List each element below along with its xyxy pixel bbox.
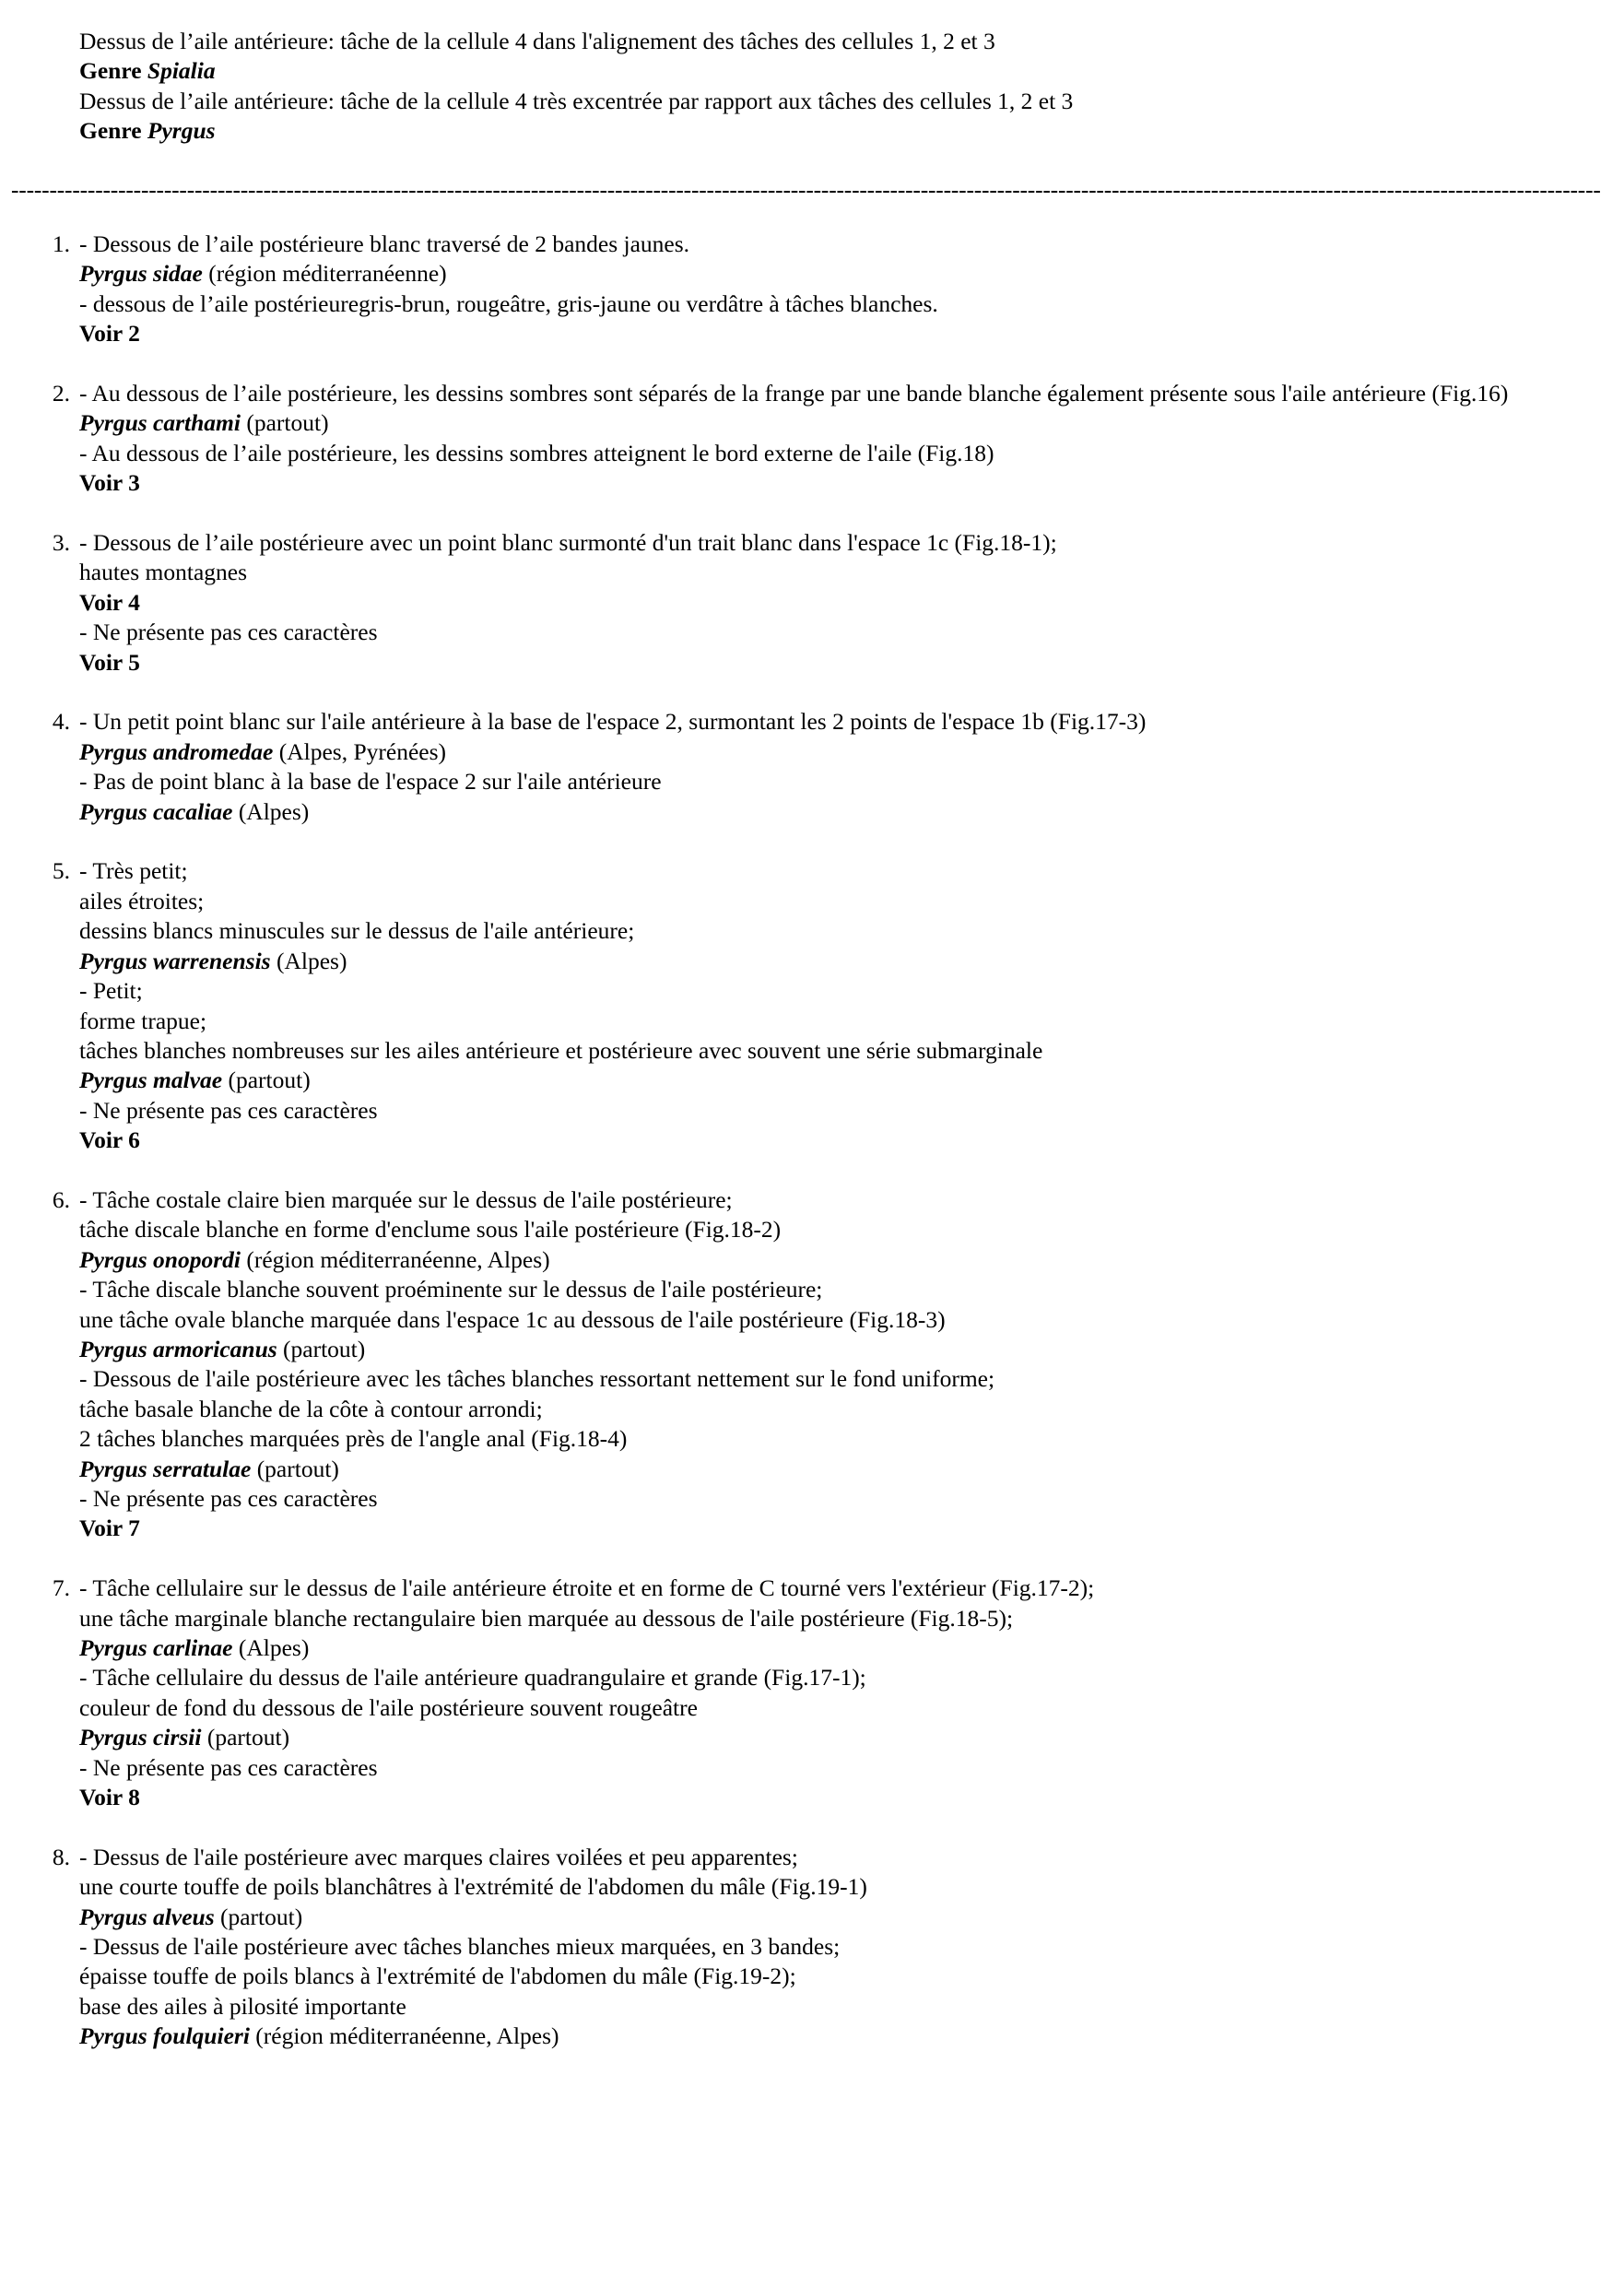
- character-description: une tâche ovale blanche marquée dans l'espace 1c au dessous de l'aile postérieure (Fig.18-3): [79, 1305, 946, 1333]
- couplet-body: [79, 856, 1624, 1155]
- species-range: (partout): [240, 409, 329, 437]
- character-description: - Dessus de l'aile postérieure avec marques claires voilées et peu apparentes;: [79, 1843, 798, 1870]
- character-description: - Un petit point blanc sur l'aile antérieure à la base de l'espace 2, surmontant les 2 points de l'espace 1b (Fig.17-3): [79, 708, 1147, 736]
- genus-name: Pyrgus: [147, 117, 216, 145]
- key-couplet: [0, 1843, 1624, 2052]
- genus-prefix: Genre: [79, 117, 147, 145]
- character-description: - Ne présente pas ces caractères: [79, 1484, 378, 1512]
- species-name: Pyrgus alveus: [79, 1903, 215, 1930]
- see-next-reference: Voir 5: [79, 648, 140, 676]
- character-description: tâche discale blanche en forme d'enclume sous l'aile postérieure (Fig.18-2): [79, 1216, 782, 1244]
- species-name: Pyrgus cirsii: [79, 1724, 202, 1751]
- species-result: [79, 408, 1624, 438]
- species-name: Pyrgus serratulae: [79, 1455, 252, 1482]
- species-result: [79, 259, 1624, 289]
- species-range: (partout): [214, 1903, 303, 1930]
- species-name: Pyrgus cacaliae: [79, 797, 233, 825]
- character-description: - Tâche cellulaire sur le dessus de l'aile antérieure étroite et en forme de C tourné vers l'extérieur (Fig.17-2);: [79, 1574, 1095, 1602]
- species-result: [79, 1066, 1624, 1095]
- genus-heading: [79, 56, 1591, 86]
- species-result: [79, 737, 1624, 767]
- species-name: Pyrgus foulquieri: [79, 2022, 250, 2050]
- couplet-number: 7.: [52, 1574, 70, 1602]
- intro-section: [79, 27, 1591, 147]
- character-description: hautes montagnes: [79, 559, 247, 586]
- character-description: - Tâche costale claire bien marquée sur le dessus de l'aile postérieure;: [79, 1185, 733, 1213]
- character-description: - Pas de point blanc à la base de l'espace 2 sur l'aile antérieure: [79, 768, 662, 796]
- species-name: Pyrgus carlinae: [79, 1634, 233, 1661]
- couplet-body: [79, 1843, 1624, 2052]
- character-description: - Ne présente pas ces caractères: [79, 1096, 378, 1124]
- couplet-number: 1.: [52, 230, 70, 257]
- species-range: (Alpes): [232, 1634, 310, 1661]
- species-range: (Alpes): [270, 947, 347, 974]
- couplet-number: 8.: [52, 1843, 70, 1870]
- couplet-body: [79, 379, 1624, 499]
- see-next-reference: Voir 3: [79, 469, 140, 497]
- see-next-reference: Voir 6: [79, 1126, 140, 1154]
- character-description: - Au dessous de l’aile postérieure, les dessins sombres sont séparés de la frange par une bande blanche également présente sous l'aile antérieure (Fig.16): [79, 380, 1509, 407]
- character-description: - Dessous de l'aile postérieure avec les tâches blanches ressortant nettement sur le fond uniforme;: [79, 1365, 995, 1393]
- key-couplet: [0, 379, 1624, 499]
- species-result: [79, 797, 1624, 827]
- species-result: [79, 1633, 1624, 1663]
- genus-name: Spialia: [147, 57, 216, 85]
- character-description: une tâche marginale blanche rectangulaire bien marquée au dessous de l'aile postérieure (Fig.18-5);: [79, 1604, 1014, 1632]
- species-name: Pyrgus sidae: [79, 260, 203, 288]
- species-name: Pyrgus warrenensis: [79, 947, 271, 974]
- couplet-body: [79, 1185, 1624, 1544]
- couplet-number: 5.: [52, 857, 70, 885]
- see-next-reference: Voir 2: [79, 320, 140, 348]
- species-name: Pyrgus carthami: [79, 409, 241, 437]
- identification-key: [0, 230, 1624, 2081]
- couplet-body: [79, 707, 1624, 827]
- species-result: [79, 1335, 1624, 1364]
- character-description: - Tâche cellulaire du dessus de l'aile antérieure quadrangulaire et grande (Fig.17-1);: [79, 1664, 866, 1692]
- character-description: forme trapue;: [79, 1007, 207, 1034]
- character-description: tâche basale blanche de la côte à contour arrondi;: [79, 1395, 543, 1422]
- character-description: ailes étroites;: [79, 887, 205, 914]
- genus-heading: [79, 116, 1591, 146]
- character-description: - dessous de l’aile postérieuregris-brun, rougeâtre, gris-jaune ou verdâtre à tâches blanches.: [79, 289, 938, 317]
- key-couplet: [0, 528, 1624, 678]
- character-description: épaisse touffe de poils blancs à l'extrémité de l'abdomen du mâle (Fig.19-2);: [79, 1963, 796, 1990]
- character-description: couleur de fond du dessous de l'aile postérieure souvent rougeâtre: [79, 1693, 698, 1721]
- species-range: (région méditerranéenne, Alpes): [241, 1245, 550, 1273]
- see-next-reference: Voir 7: [79, 1515, 140, 1542]
- character-description: tâches blanches nombreuses sur les ailes antérieure et postérieure avec souvent une série submarginale: [79, 1036, 1043, 1064]
- species-result: [79, 1455, 1624, 1484]
- see-next-reference: Voir 8: [79, 1784, 140, 1811]
- couplet-number: 3.: [52, 529, 70, 557]
- couplet-body: [79, 528, 1624, 678]
- species-name: Pyrgus onopordi: [79, 1245, 241, 1273]
- character-description: - Dessous de l’aile postérieure avec un point blanc surmonté d'un trait blanc dans l'espace 1c (Fig.18-1);: [79, 529, 1057, 557]
- species-result: [79, 2022, 1624, 2051]
- key-couplet: [0, 1185, 1624, 1544]
- species-name: Pyrgus armoricanus: [79, 1335, 277, 1362]
- character-description: - Petit;: [79, 977, 143, 1005]
- character-description: base des ailes à pilosité importante: [79, 1992, 406, 2020]
- species-range: (région méditerranéenne, Alpes): [249, 2022, 559, 2050]
- character-description: - Dessus de l'aile postérieure avec tâches blanches mieux marquées, en 3 bandes;: [79, 1933, 841, 1961]
- character-description: une courte touffe de poils blanchâtres à l'extrémité de l'abdomen du mâle (Fig.19-1): [79, 1873, 867, 1901]
- species-range: (région méditerranéenne): [202, 260, 447, 288]
- character-description: - Très petit;: [79, 857, 188, 885]
- species-range: (partout): [251, 1455, 339, 1482]
- character-description: - Au dessous de l’aile postérieure, les dessins sombres atteignent le bord externe de l'aile (Fig.18): [79, 439, 994, 466]
- character-description: Dessus de l’aile antérieure: tâche de la cellule 4 très excentrée par rapport aux tâches des cellules 1, 2 et 3: [79, 87, 1074, 114]
- character-description: - Ne présente pas ces caractères: [79, 619, 378, 646]
- key-couplet: [0, 707, 1624, 827]
- character-description: - Ne présente pas ces caractères: [79, 1753, 378, 1781]
- species-range: (partout): [222, 1067, 311, 1094]
- character-description: Dessus de l’aile antérieure: tâche de la cellule 4 dans l'alignement des tâches des cellules 1, 2 et 3: [79, 28, 995, 54]
- species-name: Pyrgus andromedae: [79, 737, 274, 765]
- character-description: 2 tâches blanches marquées près de l'angle anal (Fig.18-4): [79, 1425, 628, 1453]
- character-description: dessins blancs minuscules sur le dessus de l'aile antérieure;: [79, 917, 635, 945]
- species-result: [79, 1903, 1624, 1932]
- genus-prefix: Genre: [79, 57, 147, 85]
- character-description: - Dessous de l’aile postérieure blanc traversé de 2 bandes jaunes.: [79, 230, 690, 257]
- species-range: (Alpes): [232, 797, 310, 825]
- species-range: (partout): [277, 1335, 366, 1362]
- couplet-body: [79, 1574, 1624, 1812]
- species-result: [79, 947, 1624, 976]
- key-couplet: [0, 1574, 1624, 1812]
- species-range: (Alpes, Pyrénées): [273, 737, 447, 765]
- couplet-number: 6.: [52, 1185, 70, 1213]
- couplet-body: [79, 230, 1624, 349]
- key-couplet: [0, 230, 1624, 349]
- character-description: - Tâche discale blanche souvent proéminente sur le dessus de l'aile postérieure;: [79, 1276, 823, 1303]
- species-range: (partout): [201, 1724, 290, 1751]
- couplet-number: 4.: [52, 708, 70, 736]
- couplet-number: 2.: [52, 380, 70, 407]
- divider-line: ----------------------------------------------------------------------------------------------------------------------------------------------------------------------------------------------------------------: [11, 176, 1601, 203]
- species-name: Pyrgus malvae: [79, 1067, 223, 1094]
- key-couplet: [0, 856, 1624, 1155]
- see-next-reference: Voir 4: [79, 588, 140, 616]
- species-result: [79, 1245, 1624, 1275]
- species-result: [79, 1723, 1624, 1752]
